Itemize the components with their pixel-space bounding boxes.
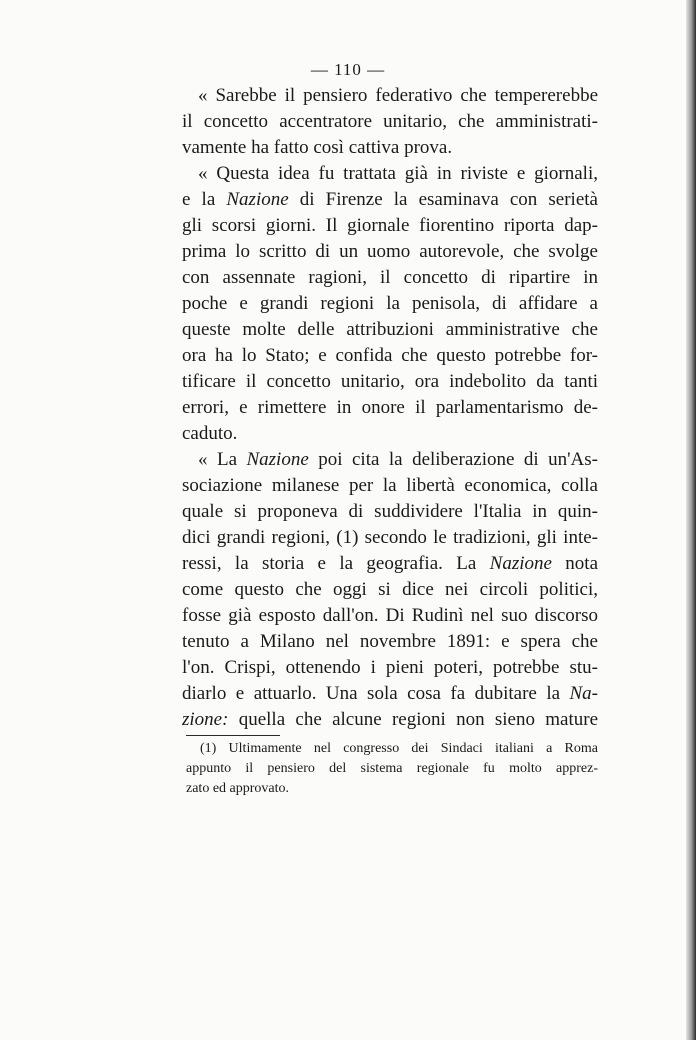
text-segment: nota [551, 553, 598, 574]
footnote-line: (1) Ultimamente nel congresso dei Sindaci italiani a Roma [200, 741, 598, 756]
text-line: « Sarebbe il pensiero federativo che tempererebbe [198, 85, 598, 106]
text-line: l'on. Crispi, ottenendo i pieni poteri, potrebbe stu- [182, 657, 598, 678]
text-segment: « La [198, 449, 247, 470]
text-line: tenuto a Milano nel novembre 1891: e spera che [182, 631, 598, 652]
text-segment: diarlo e attuarlo. Una sola cosa fa dubitare la [182, 683, 570, 704]
text-line: quale si proponeva di suddividere l'Italia in quin- [182, 501, 598, 522]
text-line: come questo che oggi si dice nei circoli politici, [182, 579, 598, 600]
italic-title-nazione: zione: [182, 709, 229, 730]
text-line: gli scorsi giorni. Il giornale fiorentino riporta dap- [182, 215, 598, 236]
text-segment: poi cita la deliberazione di un'As- [308, 449, 598, 470]
text-line: caduto. [182, 423, 238, 444]
text-line [182, 447, 598, 473]
text-line: il concetto accentratore unitario, che amministrati- [182, 111, 598, 132]
text-segment: ressi, la storia e la geografia. La [182, 553, 490, 574]
text-line: poche e grandi regioni la penisola, di affidare a [182, 293, 598, 314]
body-text [182, 83, 598, 733]
text-line: sociazione milanese per la libertà economica, colla [182, 475, 598, 496]
text-line: fosse già esposto dall'on. Di Rudinì nel suo discorso [182, 605, 598, 626]
text-line: « Questa idea fu trattata già in riviste e giornali, [198, 163, 598, 184]
text-line: queste molte delle attribuzioni amministrative che [182, 319, 598, 340]
text-line: vamente ha fatto così cattiva prova. [182, 137, 453, 158]
italic-title-nazione: Nazione [246, 449, 309, 470]
text-segment: di Firenze la esaminava con serietà [288, 189, 598, 210]
italic-title-nazione: Nazione [489, 553, 552, 574]
text-line [182, 551, 598, 577]
footnote-divider [186, 735, 280, 736]
text-segment: quella che alcune regioni non sieno mature [228, 709, 598, 730]
text-segment: e la [182, 189, 227, 210]
page-edge-shadow [686, 0, 696, 1040]
text-line [182, 707, 598, 733]
footnote [186, 739, 598, 799]
text-line: prima lo scritto di un uomo autorevole, che svolge [182, 241, 598, 262]
page-number: — 110 — [310, 60, 386, 79]
text-line [182, 681, 598, 707]
text-line [182, 187, 598, 213]
text-line: tificare il concetto unitario, ora indebolito da tanti [182, 371, 598, 392]
italic-title-nazione: Na- [569, 683, 598, 704]
footnote-line: zato ed approvato. [186, 781, 290, 796]
text-line: errori, e rimettere in onore il parlamentarismo de- [182, 397, 598, 418]
footnote-line: appunto il pensiero del sistema regionale fu molto apprez- [186, 761, 598, 776]
text-line: dici grandi regioni, (1) secondo le tradizioni, gli inte- [182, 527, 598, 548]
italic-title-nazione: Nazione [226, 189, 289, 210]
text-line: ora ha lo Stato; e confida che questo potrebbe for- [182, 345, 598, 366]
text-line: con assennate ragioni, il concetto di ripartire in [182, 267, 598, 288]
